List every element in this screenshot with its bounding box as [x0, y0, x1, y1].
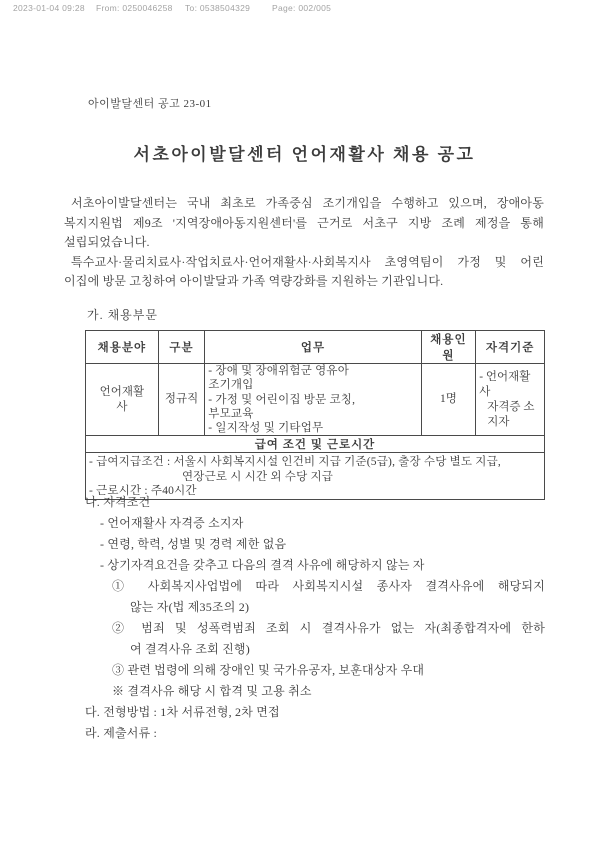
col-header-duty: 업무 — [205, 331, 421, 364]
qualification-item: - 상기자격요건을 갖추고 다음의 결격 사유에 해당하지 않는 자 — [100, 558, 425, 572]
salary-line: - 근로시간 : 주40시간 — [89, 485, 197, 498]
section-c-line: 다. 전형방법 : 1차 서류전형, 2차 면접 — [85, 705, 280, 719]
qualification-item: - 언어재활사 자격증 소지자 — [100, 516, 244, 530]
qualification-line: 자격증 소지자 — [487, 400, 535, 428]
cell-employment-type: 정규직 — [158, 364, 205, 436]
lower-sections — [85, 492, 545, 744]
duty-line: 부모교육 — [208, 407, 254, 420]
col-header-field: 채용분야 — [86, 331, 159, 364]
qualification-item: - 연령, 학력, 성별 및 경력 제한 없음 — [100, 537, 287, 551]
section-d-line: 라. 제출서류 : — [85, 726, 158, 740]
intro-line: 특수교사·물리치료사·작업치료사·언어재활사·사회복지사 초영역팀이 가정 및 어린 — [71, 254, 544, 269]
duty-line: - 일지작성 및 기타업무 — [208, 422, 324, 435]
fax-datetime: 2023-01-04 09:28 — [13, 3, 85, 13]
section-a-heading: 가. 채용부문 — [87, 308, 158, 322]
salary-header-row — [86, 436, 545, 453]
duty-line: 조기개입 — [208, 379, 254, 392]
col-header-count: 채용인원 — [421, 331, 476, 364]
disqualification-item: ② 범죄 및 성폭력범죄 조회 시 결격사유가 없는 자(최종합격자에 한하 — [112, 621, 545, 635]
salary-header: 급여 조건 및 근로시간 — [86, 436, 545, 453]
fax-to-number: To: 0538504329 — [185, 3, 251, 13]
fax-from-number: From: 0250046258 — [96, 3, 173, 13]
intro-line: 설립되었습니다. — [64, 235, 150, 249]
disqualification-item: ① 사회복지사업법에 따라 사회복지시설 종사자 결격사유에 해당되지 — [112, 579, 545, 593]
table-row — [86, 364, 545, 436]
doc-title: 서초아이발달센터 언어재활사 채용 공고 — [133, 145, 476, 164]
intro-line: 서초아이발달센터는 국내 최초로 가족중심 조기개입을 수행하고 있으며, 장애아동 — [71, 196, 544, 210]
fax-transmission-header — [0, 3, 609, 15]
duty-line: - 장애 및 장애위험군 영유아 — [208, 365, 350, 377]
disqualification-item: ③ 관련 법령에 의해 장애인 및 국가유공자, 보훈대상자 우대 — [112, 663, 425, 677]
note-line: ※ 결격사유 해당 시 합격 및 고용 취소 — [112, 684, 312, 698]
salary-line: - 급여지급조건 : 서울시 사회복지시설 인건비 지급 기준(5급), 출장 수당 별도 지급, — [89, 456, 501, 469]
cell-recruit-field — [86, 364, 159, 436]
cell-headcount: 1명 — [421, 364, 476, 436]
table-header-row — [86, 331, 545, 364]
recruitment-table — [85, 330, 545, 500]
section-b-heading: 나. 자격조건 — [85, 495, 151, 509]
disqualification-item-cont: 여 결격사유 조회 진행) — [130, 642, 250, 656]
salary-line: 연장근로 시 시간 외 수당 지급 — [182, 470, 334, 483]
intro-line: 복지지원법 제9조 '지역장애아동지원센터'를 근거로 서초구 지방 조례 제정을 통해 — [64, 215, 544, 230]
qualification-line: - 언어재활사 — [479, 370, 531, 398]
disqualification-item-cont: 않는 자(법 제35조의 2) — [130, 600, 250, 614]
doc-reference-number: 아이발달센터 공고 23-01 — [88, 98, 212, 110]
cell-duties — [205, 364, 421, 436]
intro-paragraphs — [64, 194, 544, 292]
duty-line: - 가정 및 어린이집 방문 코칭, — [208, 393, 356, 406]
field-line: 언어재활 — [99, 385, 145, 398]
col-header-type: 구분 — [158, 331, 205, 364]
intro-line: 이집에 방문 고칭하여 아이발달과 가족 역량강화를 지원하는 기관입니다. — [64, 274, 444, 288]
col-header-qualification: 자격기준 — [476, 331, 545, 364]
fax-page-count: Page: 002/005 — [272, 3, 332, 13]
field-line: 사 — [116, 400, 128, 413]
cell-qualification — [476, 364, 545, 436]
